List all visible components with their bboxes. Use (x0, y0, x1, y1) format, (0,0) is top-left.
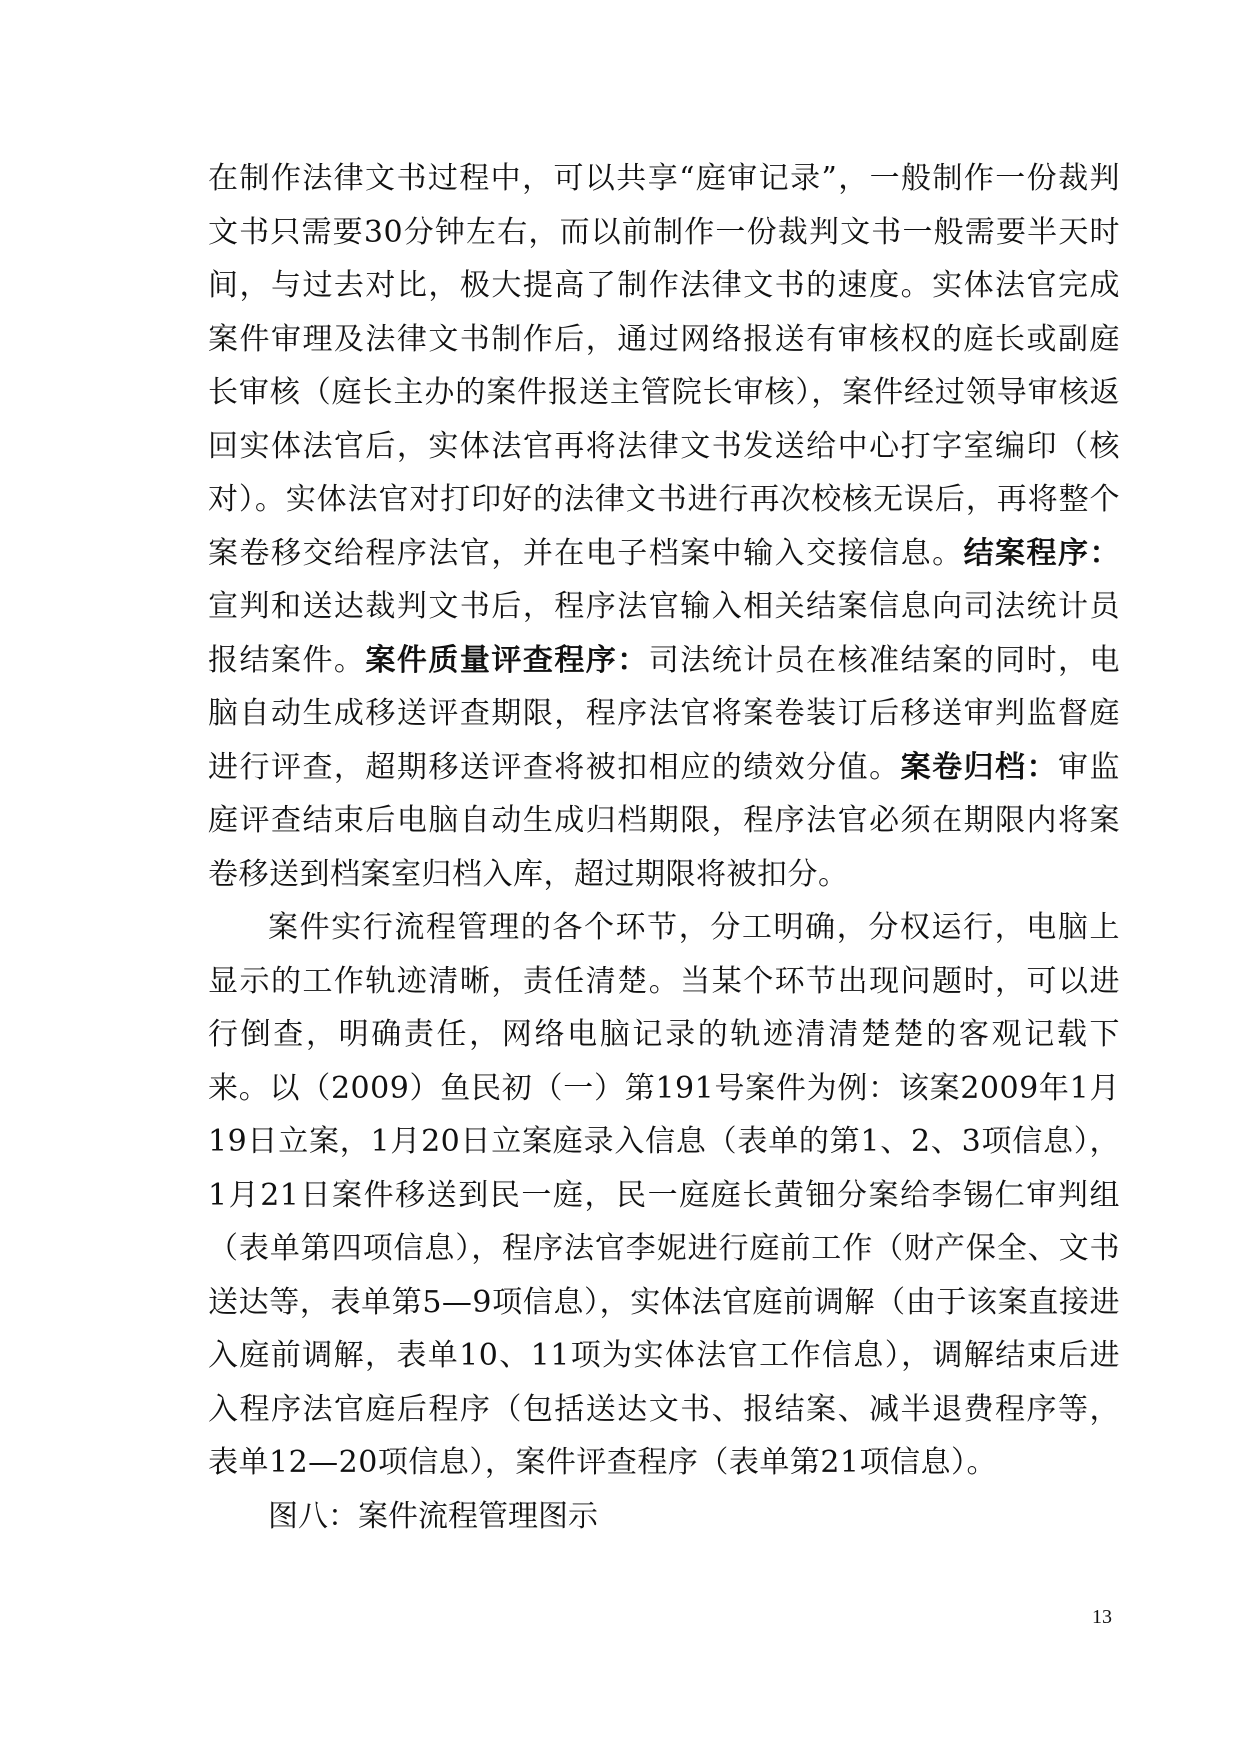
heading-colon: ： (1089, 535, 1121, 571)
paragraph-text: 宣判和送达裁判文书后，程序法官输入相关结案信息向司法统计员报结案件。 (208, 589, 1120, 678)
paragraph-text: 司法统计员在核准结案的同时，电脑自动生成移送评查期限，程序法官将案卷装订后移送审判监督庭进行评查，超期移送评查将被扣相应的绩效分值。 (208, 642, 1121, 785)
heading-colon: ： (1026, 749, 1059, 785)
heading-colon: ： (617, 642, 649, 678)
page-number: 13 (1092, 1606, 1112, 1628)
heading-case-closing: 结案程序 (963, 535, 1090, 571)
paragraph-court-procedures (208, 152, 1120, 901)
heading-quality-review: 案件质量评查程序 (365, 642, 618, 678)
paragraph-text: 审监庭评查结束后电脑自动生成归档期限，程序法官必须在期限内将案卷移送到档案室归档入库，超过期限将被扣分。 (208, 749, 1121, 892)
heading-archiving: 案卷归档 (900, 749, 1027, 785)
paragraph-case-example: 案件实行流程管理的各个环节，分工明确，分权运行，电脑上显示的工作轨迹清晰，责任清楚。当某个环节出现问题时，可以进行倒查，明确责任，网络电脑记录的轨迹清清楚楚的客观记载下来。以（2009）鱼民初（一）第191号案件为例：该案2009年1月19日立案，1月20日立案庭录入信息（表单的第1、2、3项信息），1月21日案件移送到民一庭，民一庭庭长黄钿分案给李锡仁审判组（表单第四项信息），程序法官李妮进行庭前工作（财产保全、文书送达等，表单第5—9项信息），实体法官庭前调解（由于该案直接进入庭前调解，表单10、11项为实体法官工作信息），调解结束后进入程序法官庭后程序（包括送达文书、报结案、减半退费程序等，表单12—20项信息），案件评查程序（表单第21项信息）。 (208, 910, 1120, 1480)
body-text (208, 152, 1120, 1543)
figure-caption: 图八：案件流程管理图示 (268, 1498, 598, 1534)
paragraph-text: 在制作法律文书过程中，可以共享“庭审记录”，一般制作一份裁判文书只需要30分钟左右，而以前制作一份裁判文书一般需要半天时间，与过去对比，极大提高了制作法律文书的速度。实体法官完成案件审理及法律文书制作后，通过网络报送有审核权的庭长或副庭长审核（庭长主办的案件报送主管院长审核），案件经过领导审核返回实体法官后，实体法官再将法律文书发送给中心打字室编印（核对）。实体法官对打印好的法律文书进行再次校核无误后，再将整个案卷移交给程序法官，并在电子档案中输入交接信息。 (208, 161, 1120, 571)
